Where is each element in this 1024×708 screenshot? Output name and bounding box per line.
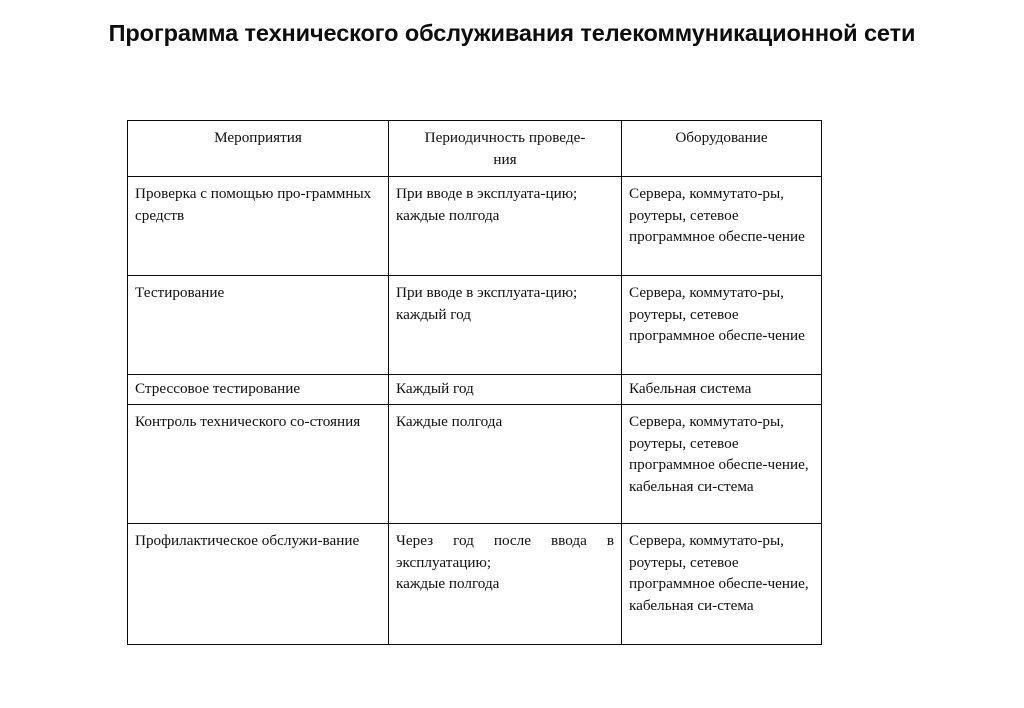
cell-measure — [128, 405, 389, 524]
cell-equipment — [622, 405, 822, 524]
table-row — [128, 375, 822, 405]
table-header — [128, 121, 822, 177]
cell-measure-text: Профилактическое обслужи-вание — [135, 532, 360, 549]
table-row — [128, 177, 822, 276]
maintenance-table — [127, 120, 822, 645]
table-row — [128, 524, 822, 645]
maintenance-table-container — [127, 120, 821, 645]
cell-equipment-text: Сервера, коммутато-ры, роутеры, сетевое программное обеспе-чение, кабельная си-стема — [629, 532, 809, 614]
cell-measure-text: Стрессовое тестирование — [135, 380, 301, 397]
cell-frequency-line1: Каждые полгода — [396, 413, 503, 430]
cell-equipment — [622, 524, 822, 645]
cell-frequency — [389, 375, 622, 405]
cell-frequency-line1: При вводе в эксплуата-цию; — [396, 185, 578, 202]
cell-frequency-line2: каждые полгода — [396, 575, 500, 592]
column-header-frequency-line2: ния — [493, 150, 517, 168]
cell-frequency-line1: Каждый год — [396, 380, 474, 397]
table-header-row — [128, 121, 822, 177]
cell-equipment-text: Сервера, коммутато-ры, роутеры, сетевое программное обеспе-чение, кабельная си-стема — [629, 413, 809, 495]
cell-frequency-line1: Через год после ввода в эксплуатацию; — [396, 532, 614, 571]
cell-frequency — [389, 177, 622, 276]
cell-frequency-line2: каждый год — [396, 305, 471, 323]
column-header-frequency — [389, 121, 622, 177]
column-header-equipment-text: Оборудование — [675, 129, 768, 146]
table-row — [128, 276, 822, 375]
column-header-equipment — [622, 121, 822, 177]
cell-equipment — [622, 177, 822, 276]
column-header-frequency-line1: Периодичность проведе- — [424, 129, 586, 146]
column-header-measures — [128, 121, 389, 177]
table-row — [128, 405, 822, 524]
table-body — [128, 177, 822, 645]
cell-measure — [128, 524, 389, 645]
cell-equipment-text: Сервера, коммутато-ры, роутеры, сетевое программное обеспе-чение — [629, 185, 805, 245]
cell-measure — [128, 177, 389, 276]
cell-measure-text: Контроль технического со-стояния — [135, 413, 361, 430]
cell-frequency — [389, 524, 622, 645]
cell-equipment-text: Кабельная система — [629, 380, 752, 397]
cell-frequency — [389, 276, 622, 375]
cell-equipment — [622, 276, 822, 375]
cell-measure-text: Тестирование — [135, 284, 225, 301]
cell-equipment — [622, 375, 822, 405]
cell-measure — [128, 276, 389, 375]
cell-frequency — [389, 405, 622, 524]
cell-measure-text: Проверка с помощью про-граммных средств — [135, 185, 372, 224]
cell-frequency-line1: При вводе в эксплуата-цию; — [396, 284, 578, 301]
cell-equipment-text: Сервера, коммутато-ры, роутеры, сетевое программное обеспе-чение — [629, 284, 805, 344]
cell-measure — [128, 375, 389, 405]
page-title: Программа технического обслуживания телекоммуникационной сети — [108, 20, 916, 46]
column-header-measures-text: Мероприятия — [214, 129, 302, 146]
cell-frequency-line2: каждые полгода — [396, 206, 500, 224]
